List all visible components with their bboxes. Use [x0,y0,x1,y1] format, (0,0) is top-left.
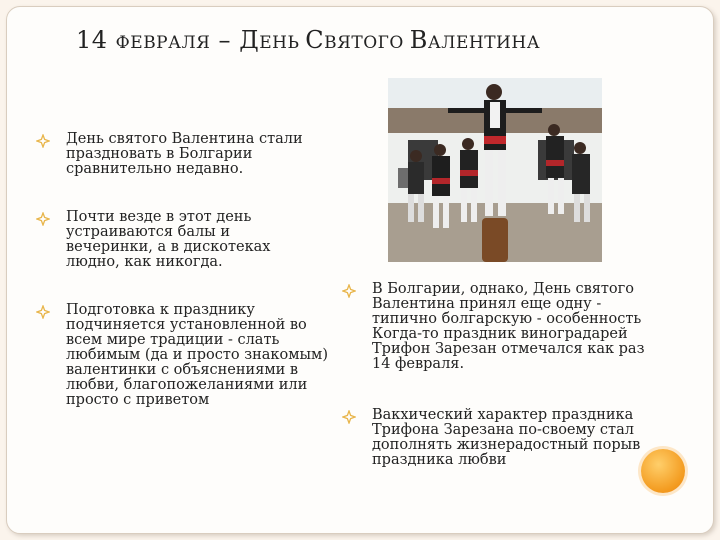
bullet-icon [36,305,50,319]
bullet-text: День святого Валентина стали праздновать в Болгарии сравнительно недавно. [66,131,303,177]
bullet-icon [36,134,50,148]
bullet-text: Подготовка к празднику подчиняется установленной во всем мире традиции - слать любимым (да и просто знакомым) валентинки с объяснениями в любви, благопожеланиями или просто с приветом [66,302,328,408]
bullet-item [36,303,328,408]
bullet-item [36,132,336,177]
bullet-icon [342,284,356,298]
bullet-text: Вакхический характер праздника Трифона Зарезана по-своему стал дополнять жизнерадостный порыв праздника любви [372,407,641,468]
bullet-icon [342,410,356,424]
decorative-orange-circle [641,449,685,493]
bullet-text: Почти везде в этот день устраиваются балы и вечеринки, а в дискотеках людно, как никогда. [66,209,271,270]
bullet-item [342,282,662,372]
bullet-text: В Болгарии, однако, День святого Валентина принял еще одну - типично болгарскую - особенность Когда-то праздник виноградарей Трифон Зарезан отмечался как раз 14 февраля. [372,281,645,372]
slide-title: 14 ФЕВРАЛЯ – ДЕНЬ СВЯТОГО ВАЛЕНТИНА [76,26,541,54]
bullet-item [36,210,276,270]
bullet-item [342,408,662,468]
bullet-icon [36,212,50,226]
folk-dancers-photo [388,78,602,262]
